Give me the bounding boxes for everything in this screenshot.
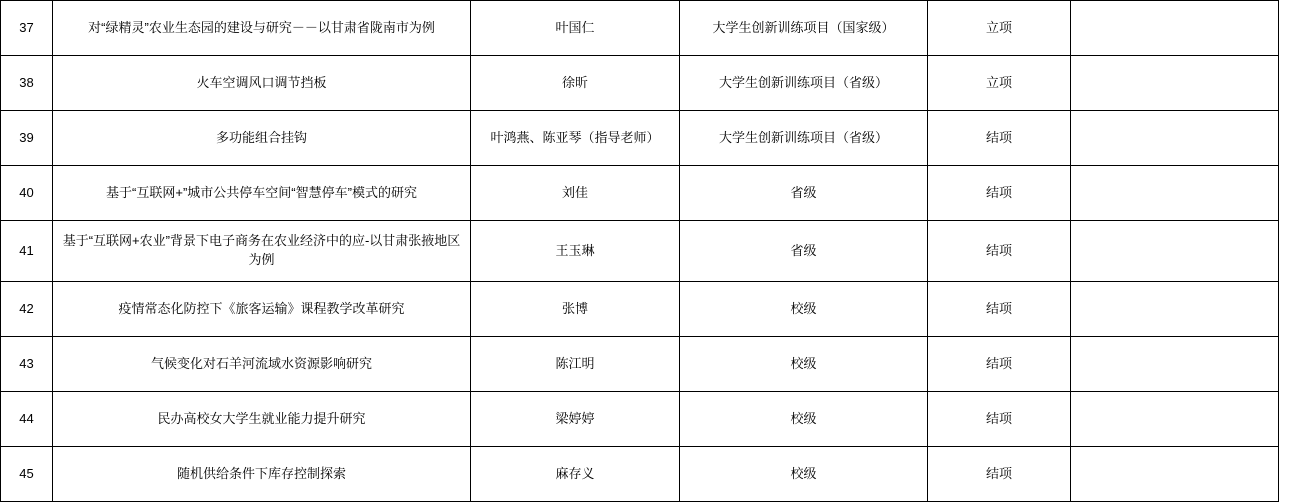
cell-trailing-blank [1071, 166, 1279, 221]
cell-leader: 刘佳 [471, 166, 680, 221]
cell-serial-number: 38 [1, 56, 53, 111]
cell-status: 结项 [928, 447, 1071, 502]
table-row [1, 282, 1279, 337]
cell-trailing-blank [1071, 282, 1279, 337]
cell-trailing-blank [1071, 392, 1279, 447]
cell-project-title: 疫情常态化防控下《旅客运输》课程教学改革研究 [53, 282, 471, 337]
cell-project-title: 基于“互联网+”城市公共停车空间“智慧停车”模式的研究 [53, 166, 471, 221]
table-row [1, 166, 1279, 221]
cell-status: 结项 [928, 282, 1071, 337]
cell-leader: 梁婷婷 [471, 392, 680, 447]
table-row [1, 221, 1279, 282]
cell-status: 结项 [928, 337, 1071, 392]
cell-status: 结项 [928, 392, 1071, 447]
cell-status: 立项 [928, 56, 1071, 111]
cell-project-type: 校级 [680, 447, 928, 502]
cell-trailing-blank [1071, 337, 1279, 392]
cell-project-title: 火车空调风口调节挡板 [53, 56, 471, 111]
cell-project-type: 大学生创新训练项目（国家级） [680, 1, 928, 56]
cell-project-title: 对“绿精灵”农业生态园的建设与研究－－以甘肃省陇南市为例 [53, 1, 471, 56]
table-row [1, 1, 1279, 56]
cell-project-type: 大学生创新训练项目（省级） [680, 56, 928, 111]
table-row [1, 392, 1279, 447]
table-body [1, 1, 1279, 502]
cell-project-title: 气候变化对石羊河流域水资源影响研究 [53, 337, 471, 392]
cell-project-type: 大学生创新训练项目（省级） [680, 111, 928, 166]
cell-leader: 麻存义 [471, 447, 680, 502]
cell-serial-number: 42 [1, 282, 53, 337]
cell-serial-number: 37 [1, 1, 53, 56]
cell-leader: 张博 [471, 282, 680, 337]
cell-leader: 叶鸿燕、陈亚琴（指导老师） [471, 111, 680, 166]
table-row [1, 337, 1279, 392]
cell-project-type: 校级 [680, 337, 928, 392]
cell-serial-number: 44 [1, 392, 53, 447]
table-row [1, 56, 1279, 111]
cell-project-type: 省级 [680, 166, 928, 221]
cell-serial-number: 40 [1, 166, 53, 221]
cell-trailing-blank [1071, 1, 1279, 56]
cell-project-title: 多功能组合挂钩 [53, 111, 471, 166]
cell-project-title: 民办高校女大学生就业能力提升研究 [53, 392, 471, 447]
cell-serial-number: 39 [1, 111, 53, 166]
cell-trailing-blank [1071, 56, 1279, 111]
cell-trailing-blank [1071, 447, 1279, 502]
cell-serial-number: 43 [1, 337, 53, 392]
cell-leader: 叶国仁 [471, 1, 680, 56]
table-row [1, 111, 1279, 166]
cell-project-title: 基于“互联网+农业”背景下电子商务在农业经济中的应-以甘肃张掖地区为例 [53, 221, 471, 282]
cell-status: 结项 [928, 166, 1071, 221]
cell-trailing-blank [1071, 111, 1279, 166]
cell-trailing-blank [1071, 221, 1279, 282]
cell-serial-number: 45 [1, 447, 53, 502]
cell-project-title: 随机供给条件下库存控制探索 [53, 447, 471, 502]
cell-status: 结项 [928, 221, 1071, 282]
table-row [1, 447, 1279, 502]
cell-leader: 徐昕 [471, 56, 680, 111]
cell-status: 结项 [928, 111, 1071, 166]
cell-leader: 王玉琳 [471, 221, 680, 282]
cell-project-type: 校级 [680, 392, 928, 447]
cell-status: 立项 [928, 1, 1071, 56]
cell-leader: 陈江明 [471, 337, 680, 392]
cell-project-type: 省级 [680, 221, 928, 282]
cell-serial-number: 41 [1, 221, 53, 282]
cell-project-type: 校级 [680, 282, 928, 337]
